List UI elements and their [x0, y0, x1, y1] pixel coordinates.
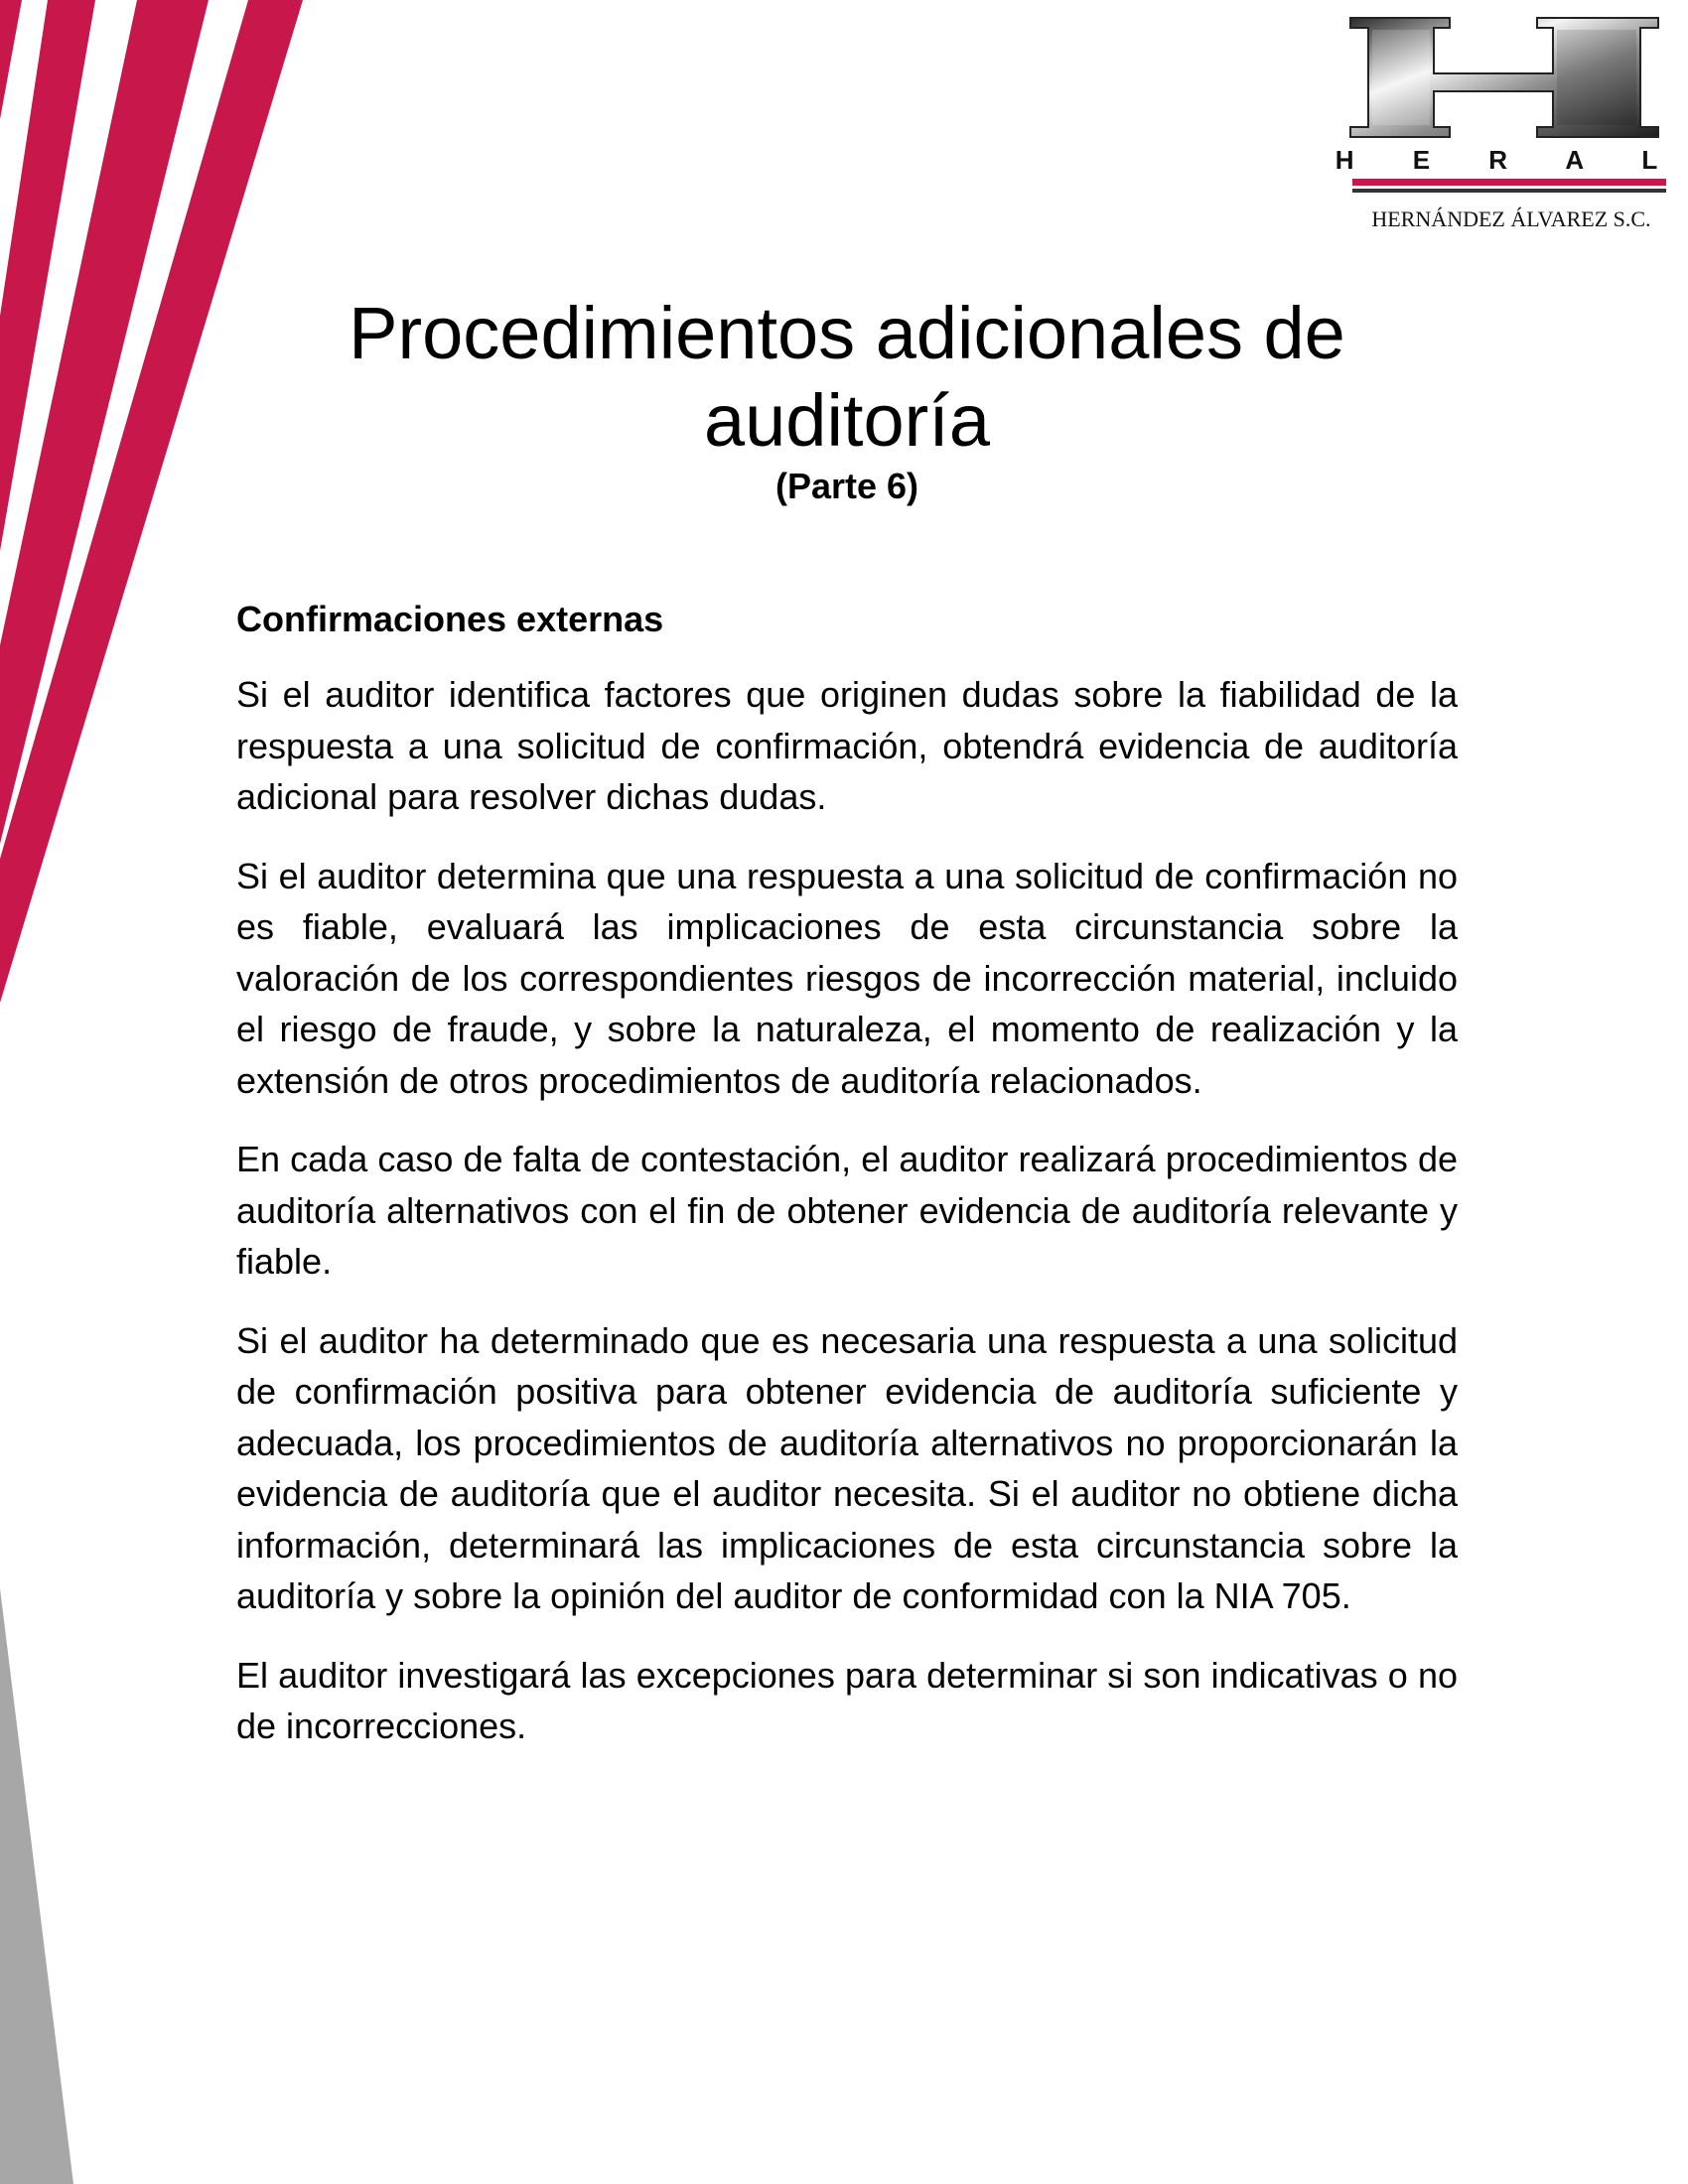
- logo-wordmark: H E R A L: [1335, 145, 1684, 175]
- paragraph-4: Si el auditor ha determinado que es necesaria una respuesta a una solicitud de confirmación positiva para obtener evidencia de auditoría suficiente y adecuada, los procedimientos de auditoría alternativos no proporcionarán la evidencia de auditoría que el auditor necesita. Si el auditor no obtiene dicha información, determinará las implicaciones de esta circunstancia sobre la auditoría y sobre la opinión del auditor de conformidad con la NIA 705.: [236, 1319, 1458, 1616]
- logo-firm-name: HERNÁNDEZ ÁLVAREZ S.C.: [1371, 206, 1651, 231]
- paragraph-5: El auditor investigará las excepciones para determinar si son indicativas o no de incorrecciones.: [236, 1654, 1458, 1746]
- page-subtitle: (Parte 6): [774, 466, 919, 506]
- paragraph-1: Si el auditor identifica factores que originen dudas sobre la fiabilidad de la respuesta a una solicitud de confirmación, obtendrá evidencia de auditoría adicional para resolver dichas dudas.: [236, 674, 1458, 817]
- page-title: Procedimientos adicionales de auditoría: [349, 292, 1345, 462]
- logo-dark-bar: [1352, 189, 1666, 193]
- red-stripe-1: [0, 0, 22, 119]
- section-heading: Confirmaciones externas: [236, 599, 664, 639]
- paragraph-3: En cada caso de falta de contestación, el auditor realizará procedimientos de auditoría alternativos con el fin de obtener evidencia de auditoría relevante y fiable.: [236, 1139, 1458, 1282]
- document-body: [236, 594, 1458, 1780]
- logo-red-bar: [1352, 179, 1666, 186]
- logo-h-mark: [1350, 18, 1658, 137]
- gray-stripe: [0, 1588, 73, 2184]
- paragraph-2: Si el auditor determina que una respuesta a una solicitud de confirmación no es fiable, evaluará las implicaciones de esta circunstancia sobre la valoración de los correspondientes riesgos de incorrección material, incluido el riesgo de fraude, y sobre la naturaleza, el momento de realización y la extensión de otros procedimientos de auditoría relacionados.: [236, 855, 1458, 1101]
- title-block: [236, 290, 1458, 508]
- heral-logo: [1331, 0, 1688, 248]
